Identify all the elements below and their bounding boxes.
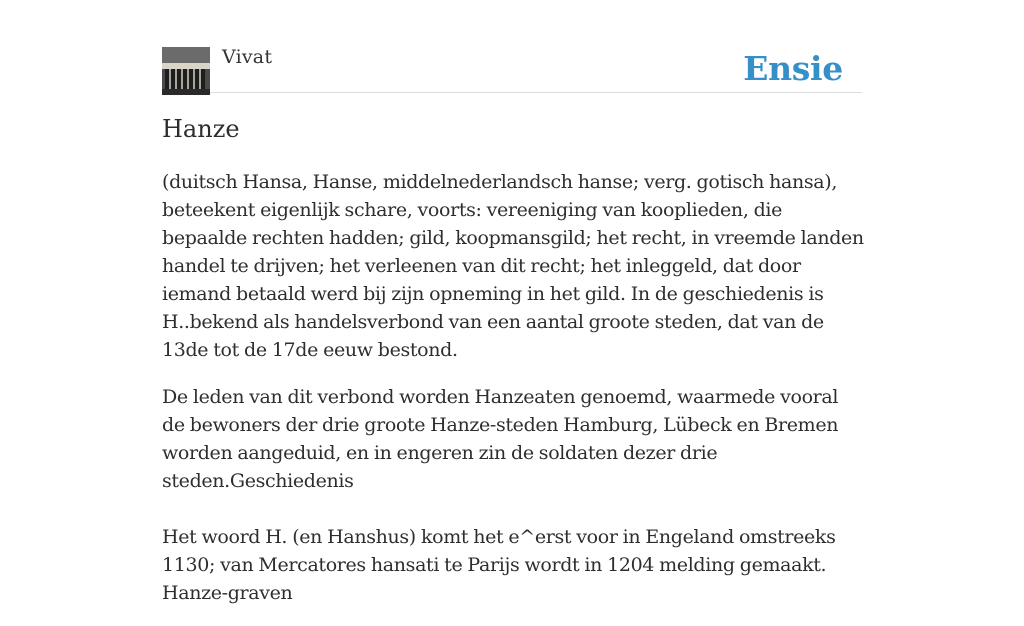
paragraph: De leden van dit verbond worden Hanzeaten genoemd, waarmede vooral de bewoners der drie groote Hanze-steden Hamburg, Lübeck en Bremen worden aangeduid, en in engeren zin de soldaten dezer drie steden.Geschiedenis [162, 386, 839, 492]
typewriter-keys-icon [162, 47, 210, 95]
article-body [162, 168, 864, 626]
paragraph: (duitsch Hansa, Hanse, middelnederlandsch hanse; verg. gotisch hansa), beteekent eigenlijk schare, voorts: vereeniging van kooplieden, die bepaalde rechten hadden; gild, koopmansgild; het recht, in vreemde landen handel te drijven; het verleenen van dit recht; het inleggeld, dat door iemand betaald werd bij zijn opneming in het gild. In de geschiedenis is H..bekend als handelsverbond van een aantal groote steden, dat van de 13de tot de 17de eeuw bestond. [162, 171, 864, 361]
header [162, 0, 862, 93]
avatar[interactable] [162, 47, 210, 95]
page [162, 0, 864, 604]
brand-logo[interactable]: Ensie [743, 49, 843, 88]
paragraph: Het woord H. (en Hanshus) komt het e^erst voor in Engeland omstreeks 1130; van Mercatores hansati te Parijs wordt in 1204 melding gemaakt. Hanze-graven [162, 526, 836, 604]
author-name[interactable]: Vivat [222, 46, 273, 68]
page-title: Hanze [162, 115, 240, 143]
